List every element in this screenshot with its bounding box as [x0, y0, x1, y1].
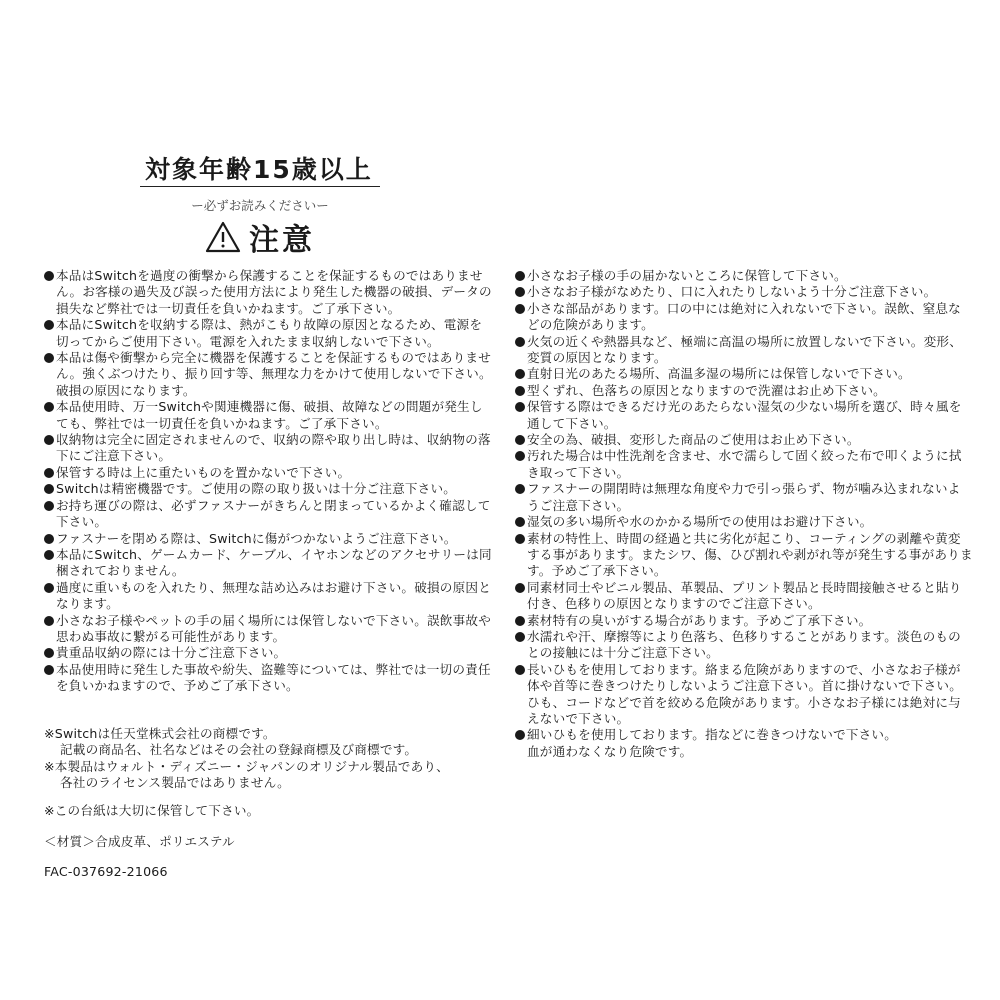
caution-heading [140, 215, 380, 259]
caution-item-text: Switchは精密機器です。ご使用の際の取り扱いは十分ご注意下さい。 [56, 481, 457, 497]
caution-item-text: ファスナーを閉める際は、Switchに傷がつかないようご注意下さい。 [56, 530, 457, 546]
title-underline [140, 186, 380, 187]
caution-item-text: ファスナーの開閉時は無理な角度や力で引っ張らず、物が噛み込まれないようご注意下さい。 [527, 481, 961, 513]
caution-item-text: 本品にSwitch、ゲームカード、ケーブル、イヤホンなどのアクセサリーは同梱されておりません。 [56, 546, 492, 579]
bullet-icon [44, 402, 54, 412]
bullet-icon [515, 451, 525, 461]
caution-item-text: 本品使用時、万一Switchや関連機器に傷、破損、故障などの問題が発生しても、弊社では一切責任を負いかねます。ご了承下さい。 [56, 399, 483, 431]
caution-item-text: 本品使用時に発生した事故や紛失、盗難等については、弊社では一切の責任を負いかねますので、予めご了承下さい。 [56, 661, 491, 694]
bullet-icon [44, 616, 54, 626]
caution-item-text: 本品は傷や衝撃から完全に機器を保護することを保証するものではありません。強くぶつけたり、振り回す等、無理な力をかけて使用しないで下さい。破損の原因になります。 [56, 350, 492, 398]
caution-item-text: 型くずれ、色落ちの原因となりますので洗濯はお止め下さい。 [527, 382, 886, 398]
caution-item [515, 613, 973, 629]
trademark-notes [44, 726, 449, 792]
caution-item-text: 小さな部品があります。口の中には絶対に入れないで下さい。誤飲、窒息などの危険があります。 [527, 300, 961, 333]
caution-item [515, 531, 973, 580]
caution-item-text: 直射日光のあたる場所、高温多湿の場所には保管しないで下さい。 [527, 366, 911, 382]
bullet-icon [44, 353, 54, 363]
bullet-icon [44, 501, 54, 511]
bullet-icon [515, 534, 525, 544]
bullet-icon [515, 304, 525, 314]
must-read-subtitle: ー必ずお読みくださいー [191, 198, 329, 213]
caution-item [515, 366, 973, 382]
bullet-icon [44, 583, 54, 593]
caution-item-text: 保管する時は上に重たいものを置かないで下さい。 [56, 464, 351, 480]
bullet-icon [515, 632, 525, 642]
caution-item-text: 水濡れや汗、摩擦等により色落ち、色移りすることがあります。淡色のものとの接触には十分ご注意下さい。 [527, 628, 961, 661]
trademark-note-cont: 記載の商品名、社名などはその会社の登録商標及び商標です。 [60, 742, 418, 758]
caution-item [44, 481, 494, 497]
caution-item [515, 268, 973, 284]
age-title: 対象年齢15歳以上 [145, 155, 373, 184]
caution-item [44, 350, 494, 399]
bullet-icon [515, 583, 525, 593]
caution-item [515, 399, 973, 432]
bullet-icon [515, 402, 525, 412]
caution-item [44, 547, 494, 580]
caution-item [515, 580, 973, 613]
caution-item [44, 399, 494, 432]
trademark-note: ※Switchは任天堂株式会社の商標です。 [44, 726, 276, 741]
caution-item [44, 317, 494, 350]
caution-item-text: 貴重品収納の際には十分ご注意下さい。 [56, 645, 287, 661]
caution-item-text: 細いひもを使用しております。指などに巻きつけないで下さい。 血が通わなくなり危険です。 [527, 727, 898, 759]
caution-item-text: 素材の特性上、時間の経過と共に劣化が起こり、コーティングの剥離や黄変する事があります。またシワ、傷、ひび割れや剥がれ等が発生する事があります。予めご了承下さい。 [527, 530, 973, 579]
bullet-icon [515, 287, 525, 297]
caution-item-text: 汚れた場合は中性洗剤を含ませ、水で濡らして固く絞った布で叩くように拭き取って下さい。 [527, 448, 962, 480]
caution-item-text: 長いひもを使用しております。絡まる危険がありますので、小さなお子様が体や首等に巻きつけたりしないようご注意下さい。首に掛けないで下さい。 ひも、コードなどで首を絞める危険があります。小さなお子様には絶対に与えないで下さい。 [527, 661, 962, 726]
caution-item [515, 448, 973, 481]
bullet-icon [44, 550, 54, 560]
caution-item [515, 481, 973, 514]
bullet-icon [44, 320, 54, 330]
caution-item-text: 湿気の多い場所や水のかかる場所での使用はお避け下さい。 [527, 514, 873, 530]
caution-item [515, 629, 973, 662]
caution-item [515, 727, 973, 760]
caution-item-text: 小さなお子様がなめたり、口に入れたりしないよう十分ご注意下さい。 [527, 284, 937, 300]
bullet-icon [44, 534, 54, 544]
bullet-icon [44, 468, 54, 478]
caution-item [515, 284, 973, 300]
caution-item [515, 662, 973, 728]
bullet-icon [515, 616, 525, 626]
caution-item-text: 同素材同士やビニル製品、革製品、プリント製品と長時間接触させると貼り付き、色移りの原因となりますのでご注意下さい。 [527, 579, 962, 612]
keep-note: ※この台紙は大切に保管して下さい。 [44, 803, 260, 818]
material-note: ＜材質＞合成皮革、ポリエステル [44, 834, 235, 849]
caution-item-text: 火気の近くや熱器具など、極端に高温の場所に放置しないで下さい。変形、変質の原因となります。 [527, 333, 962, 366]
caution-item-text: 素材特有の臭いがする場合があります。予めご了承下さい。 [527, 612, 872, 628]
bullet-icon [515, 730, 525, 740]
caution-item [44, 531, 494, 547]
caution-item [44, 613, 494, 646]
bullet-icon [515, 271, 525, 281]
caution-item-text: 本品にSwitchを収納する際は、熱がこもり故障の原因となるため、電源を切ってからご使用下さい。電源を入れたまま収納しないで下さい。 [56, 317, 483, 349]
caution-item-text: 安全の為、破損、変形した商品のご使用はお止め下さい。 [527, 432, 860, 448]
license-note-cont: 各社のライセンス製品ではありません。 [60, 775, 290, 791]
caution-item [44, 498, 494, 531]
warning-triangle-icon [205, 221, 241, 253]
caution-item [44, 580, 494, 613]
caution-title: 注意 [249, 223, 315, 258]
caution-item [44, 645, 494, 661]
bullet-icon [515, 369, 525, 379]
bullet-icon [44, 435, 54, 445]
right-caution-list [515, 268, 973, 760]
caution-item-text: 保管する際はできるだけ光のあたらない湿気の少ない場所を選び、時々風を通して下さい。 [527, 399, 962, 431]
caution-item [44, 465, 494, 481]
license-note: ※本製品はウォルト・ディズニー・ジャパンのオリジナル製品であり、 [44, 758, 449, 774]
caution-item [515, 301, 973, 334]
caution-item [44, 432, 494, 465]
bullet-icon [44, 271, 54, 281]
product-code: FAC-037692-21066 [44, 864, 168, 879]
bullet-icon [515, 337, 525, 347]
left-caution-list [44, 268, 494, 695]
caution-item [44, 662, 494, 695]
caution-item-text: お持ち運びの際は、必ずファスナーがきちんと閉まっているかよく確認して下さい。 [56, 497, 491, 530]
caution-item-text: 収納物は完全に固定されませんので、収納の際や取り出し時は、収納物の落下にご注意下さい。 [56, 432, 491, 464]
caution-item [515, 334, 973, 367]
bullet-icon [44, 484, 54, 494]
caution-item [515, 432, 973, 448]
caution-item-text: 小さなお子様やペットの手の届く場所には保管しないで下さい。誤飲事故や思わぬ事故に繋がる可能性があります。 [56, 612, 491, 644]
bullet-icon [515, 386, 525, 396]
bullet-icon [515, 484, 525, 494]
bullet-icon [515, 665, 525, 675]
bullet-icon [515, 517, 525, 527]
bullet-icon [44, 665, 54, 675]
caution-item-text: 小さなお子様の手の届かないところに保管して下さい。 [527, 268, 847, 283]
bullet-icon [515, 435, 525, 445]
bullet-icon [44, 648, 54, 658]
caution-item [44, 268, 494, 317]
caution-item [515, 383, 973, 399]
caution-item-text: 過度に重いものを入れたり、無理な詰め込みはお避け下さい。破損の原因となります。 [56, 579, 491, 612]
caution-item [515, 514, 973, 530]
caution-item-text: 本品はSwitchを過度の衝撃から保護することを保証するものではありません。お客様の過失及び誤った使用方法により発生した機器の破損、データの損失など弊社では一切責任を負いかねます。ご了承下さい。 [56, 268, 492, 316]
